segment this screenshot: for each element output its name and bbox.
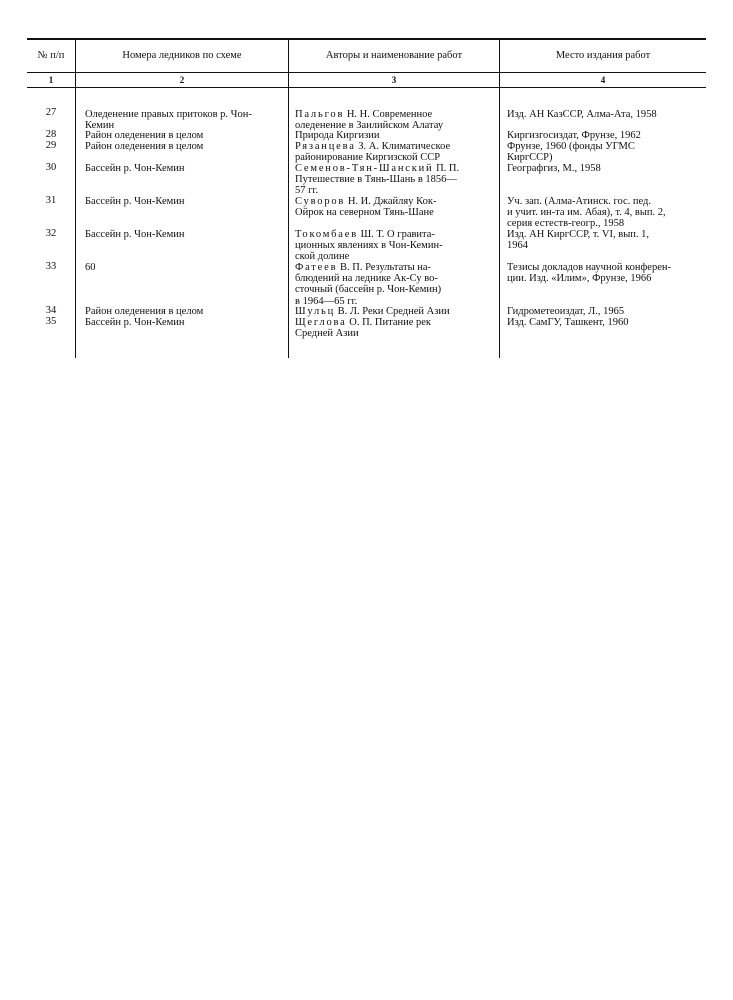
glacier-cell: Район оледенения в целом — [85, 141, 204, 152]
column-divider-1 — [75, 40, 76, 358]
work-title: В. П. Результаты на- блюдений на леднике Ак-Су во- сточный (бассейн р. Чон-Кемин) в 1964—65 гг. — [295, 262, 442, 307]
author-work-cell — [295, 262, 496, 307]
glacier-cell: 60 — [85, 262, 96, 273]
place-cell: Гидрометеоиздат, Л., 1965 — [507, 306, 625, 317]
glacier-cell: Бассейн р. Чон-Кемин — [85, 229, 185, 240]
row-number: 31 — [45, 195, 57, 206]
header-bottom-rule — [27, 72, 706, 73]
column-number-3: 3 — [391, 75, 397, 85]
author-work-cell — [295, 141, 496, 163]
work-title: О. П. Питание рек Средней Азии — [295, 317, 432, 340]
work-title: П. П. Путешествие в Тянь-Шань в 1856— 57 гг. — [295, 163, 460, 197]
row-number: 32 — [45, 228, 57, 239]
author-name: Рязанцева — [295, 141, 356, 152]
place-cell: Уч. зап. (Алма-Атинск. гос. пед. и учит. ин-та им. Абая), т. 4, вып. 2, серия естеств-геогр., 1958 — [507, 196, 666, 230]
header-number: № п/п — [37, 50, 65, 61]
row-number: 30 — [45, 162, 57, 173]
place-cell: Фрунзе, 1960 (фонды УГМС КиргССР) — [507, 141, 635, 164]
glacier-cell: Бассейн р. Чон-Кемин — [85, 196, 185, 207]
header-publication-place: Место издания работ — [555, 50, 651, 61]
table-top-rule — [27, 38, 706, 40]
bibliography-table — [27, 38, 706, 358]
work-title: Природа Киргизии — [295, 130, 380, 141]
place-cell: Изд. АН КазССР, Алма-Ата, 1958 — [507, 109, 657, 120]
author-name: Фатеев — [295, 262, 338, 273]
column-number-1: 1 — [48, 75, 54, 85]
author-name: Пальгов — [295, 109, 345, 120]
author-work-cell — [295, 109, 496, 131]
row-number: 27 — [45, 107, 57, 118]
colnum-bottom-rule — [27, 87, 706, 88]
column-number-4: 4 — [600, 75, 606, 85]
column-divider-2 — [288, 40, 289, 358]
work-title: Н. Н. Современное оледенение в Заилийском Алатау — [295, 109, 444, 132]
row-number: 33 — [45, 261, 57, 272]
place-cell: Изд. СамГУ, Ташкент, 1960 — [507, 317, 629, 328]
row-number: 28 — [45, 129, 57, 140]
work-title: З. А. Климатическое районирование Киргизской ССР — [295, 141, 451, 164]
column-number-2: 2 — [179, 75, 185, 85]
work-title: В. Л. Реки Средней Азии — [335, 306, 450, 317]
author-name: Щеглова — [295, 317, 347, 328]
work-title: Н. И. Джайляу Кок- Ойрок на северном Тянь-Шане — [295, 196, 437, 219]
row-number: 35 — [45, 316, 57, 327]
author-work-cell — [295, 229, 496, 263]
column-divider-3 — [499, 40, 500, 358]
author-work-cell — [295, 306, 496, 317]
row-number: 34 — [45, 305, 57, 316]
place-cell: Географгиз, М., 1958 — [507, 163, 601, 174]
author-work-cell — [295, 163, 496, 197]
glacier-cell: Бассейн р. Чон-Кемин — [85, 317, 185, 328]
place-cell: Изд. АН КиргССР, т. VI, вып. 1, 1964 — [507, 229, 650, 252]
author-work-cell — [295, 196, 496, 218]
author-name: Токомбаев — [295, 229, 358, 240]
glacier-cell: Бассейн р. Чон-Кемин — [85, 163, 185, 174]
author-name: Семенов-Тян-Шанский — [295, 163, 434, 174]
header-authors-works: Авторы и наименование работ — [325, 50, 463, 61]
author-name: Шульц — [295, 306, 336, 317]
author-name: Суворов — [295, 196, 346, 207]
place-cell: Тезисы докладов научной конферен- ции. Изд. «Илим», Фрунзе, 1966 — [507, 262, 671, 285]
author-work-cell — [295, 317, 496, 339]
work-title: Ш. Т. О гравита- ционных явлениях в Чон-Кемин- ской долине — [295, 229, 443, 263]
glacier-cell: Район оледенения в целом — [85, 306, 204, 317]
header-glacier-numbers: Номера ледников по схеме — [122, 50, 242, 61]
author-work-cell — [295, 130, 496, 141]
place-cell: Киргизгосиздат, Фрунзе, 1962 — [507, 130, 641, 141]
row-number: 29 — [45, 140, 57, 151]
glacier-cell: Район оледенения в целом — [85, 130, 204, 141]
glacier-cell: Оледенение правых притоков р. Чон- Кемин — [85, 109, 252, 132]
